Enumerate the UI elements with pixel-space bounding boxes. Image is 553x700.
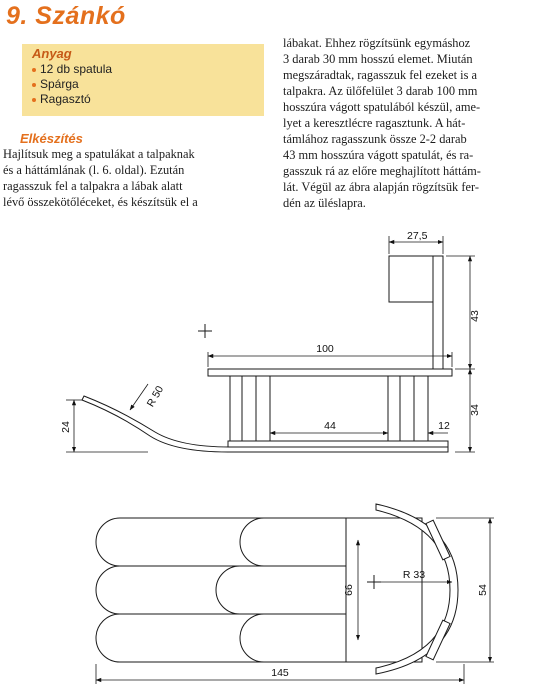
dim-front-radius: R 50 <box>144 383 167 410</box>
dim-leg-spacing: 44 <box>324 420 336 432</box>
side-view-drawing <box>66 236 475 452</box>
dim-backrest-height: 43 <box>469 310 481 322</box>
text-line: lábakat. Ehhez rögzítsünk egymáshoz <box>283 36 471 50</box>
connector-strip <box>228 441 448 447</box>
materials-heading: Anyag <box>32 46 72 61</box>
dim-backrest-width: 27,5 <box>407 230 428 242</box>
text-line: Hajlítsuk meg a spatulákat a talpaknak <box>3 147 195 161</box>
text-line: és a háttámlának (l. 6. oldal). Ezután <box>3 163 185 177</box>
text-line: 43 mm hosszúra vágott spatulát, és ra- <box>283 148 474 162</box>
top-seat <box>346 518 422 662</box>
dim-front-height: 24 <box>60 421 72 433</box>
text-line: lévő összekötőléceket, és készítsük el a <box>3 195 198 209</box>
text-line: 3 darab 30 mm hosszú elemet. Miután <box>283 52 473 66</box>
list-item: Spárga <box>32 77 254 92</box>
text-line: dén az üléslapra. <box>283 196 366 210</box>
dim-leg-offset: 12 <box>438 420 450 432</box>
dim-seat-length: 100 <box>316 343 334 355</box>
top-view-drawing <box>96 504 494 684</box>
text-line: hosszúra vágott spatulából készül, ame- <box>283 100 481 114</box>
text-line: talpakra. Az ülőfelület 3 darab 100 mm <box>283 84 478 98</box>
top-slats <box>96 518 346 662</box>
text-line: lát. Végül az ábra alapján rögzítsük fer- <box>283 180 479 194</box>
dim-width-inner: 66 <box>343 584 355 596</box>
text-line: megszáradtak, ragasszuk fel ezeket is a <box>283 68 478 82</box>
page-title: 9. Szánkó <box>6 2 126 30</box>
list-item: 12 db spatula <box>32 62 254 77</box>
text-line: támlához ragasszunk össze 2-2 darab <box>283 132 467 146</box>
reference-cross <box>198 324 212 338</box>
seat-plank <box>208 369 452 376</box>
dim-width-outer: 54 <box>477 584 489 596</box>
dim-radius: R 33 <box>402 569 426 581</box>
preparation-heading: Elkészítés <box>20 131 83 146</box>
text-line: ragasszuk fel a talpakra a lábak alatt <box>3 179 183 193</box>
dim-total-length: 145 <box>271 667 289 679</box>
list-item: Ragasztó <box>32 92 254 107</box>
text-line: lyet a keresztlécre ragasztunk. A hát- <box>283 116 466 130</box>
dim-leg-height: 34 <box>469 404 481 416</box>
backrest <box>389 256 443 369</box>
text-line: gasszuk rá az előre meghajlított háttám- <box>283 164 481 178</box>
